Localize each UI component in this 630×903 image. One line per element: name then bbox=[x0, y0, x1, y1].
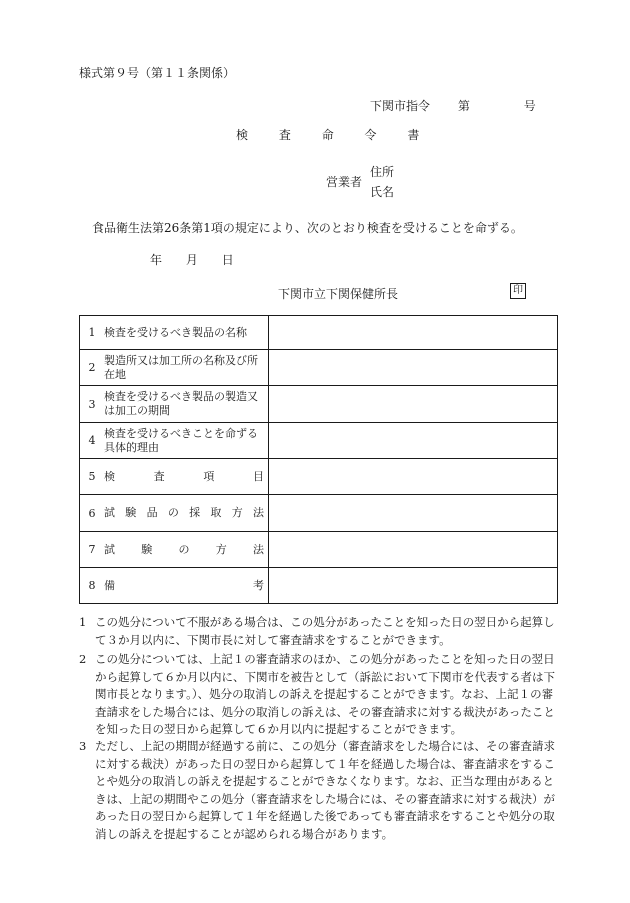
note-item bbox=[79, 614, 559, 649]
row-value-cell[interactable] bbox=[269, 495, 558, 532]
row-number: 6 bbox=[80, 495, 105, 532]
note-item bbox=[79, 738, 559, 843]
row-number: 5 bbox=[80, 459, 105, 495]
row-label bbox=[104, 568, 269, 604]
title-char: 令 bbox=[364, 128, 377, 142]
label-char: 法 bbox=[252, 506, 264, 519]
name-label: 氏名 bbox=[370, 185, 395, 199]
row-number: 8 bbox=[80, 568, 105, 604]
row-label: 製造所又は加工所の名称及び所在地 bbox=[104, 350, 269, 386]
note-text: この処分については、上記１の審査請求のほか、この処分があったことを知った日の翌日から起算して６か月以内に、下関市を被告として（訴訟において下関市を代表する者は下関市長となります。）、処分の取消しの訴えを提起することができます。なお、上記１の審査請求をした場合には、処分の取消しの訴えは、その審査請求に対する裁決があったことを知った日の翌日から起算して６か月以内に提起することができます。 bbox=[95, 652, 555, 736]
number-suffix: 号 bbox=[523, 99, 536, 113]
note-text: この処分について不服がある場合は、この処分があったことを知った日の翌日から起算して３か月以内に、下関市長に対して審査請求をすることができます。 bbox=[95, 615, 555, 647]
row-value-cell[interactable] bbox=[269, 386, 558, 423]
table-row bbox=[80, 386, 558, 423]
date-line bbox=[150, 251, 254, 268]
document-title bbox=[236, 126, 419, 143]
row-value-cell[interactable] bbox=[269, 316, 558, 350]
row-value-cell[interactable] bbox=[269, 350, 558, 386]
issuer-name: 下関市立下関保健所長 bbox=[278, 287, 399, 301]
row-number: 2 bbox=[80, 350, 105, 386]
document-number bbox=[370, 97, 536, 114]
row-label: 検査を受けるべき製品の名称 bbox=[104, 316, 269, 350]
date-month: 月 bbox=[185, 253, 198, 267]
row-value-cell[interactable] bbox=[269, 459, 558, 495]
table-row bbox=[80, 459, 558, 495]
table-row bbox=[80, 495, 558, 532]
row-number: 3 bbox=[80, 386, 105, 423]
row-label: 検査を受けるべきことを命ずる具体的理由 bbox=[104, 423, 269, 459]
inspection-table bbox=[79, 315, 558, 604]
date-year: 年 bbox=[150, 253, 163, 267]
note-number: 3 bbox=[79, 739, 87, 753]
label-char: 備 bbox=[104, 578, 115, 592]
form-number: 様式第９号（第１１条関係） bbox=[79, 66, 236, 80]
label-char: 検 bbox=[104, 469, 115, 483]
seal-mark: 印 bbox=[510, 283, 526, 299]
note-number: 2 bbox=[79, 652, 87, 666]
table-row bbox=[80, 568, 558, 604]
label-char: 試 bbox=[104, 542, 115, 556]
label-char: 法 bbox=[253, 542, 264, 556]
label-char: 目 bbox=[252, 469, 264, 483]
note-item bbox=[79, 651, 559, 739]
label-char: 方 bbox=[231, 506, 243, 519]
row-number: 7 bbox=[80, 532, 105, 568]
row-label bbox=[104, 495, 269, 532]
row-number: 1 bbox=[80, 316, 105, 350]
row-number: 4 bbox=[80, 423, 105, 459]
row-value-cell[interactable] bbox=[269, 423, 558, 459]
title-char: 命 bbox=[321, 128, 334, 142]
table-row bbox=[80, 532, 558, 568]
title-char: 書 bbox=[407, 128, 420, 142]
title-char: 検 bbox=[236, 128, 249, 142]
date-day: 日 bbox=[221, 253, 234, 267]
note-number: 1 bbox=[79, 615, 87, 629]
title-char: 査 bbox=[278, 128, 291, 142]
label-char: の bbox=[178, 542, 190, 556]
label-char: 取 bbox=[210, 506, 222, 519]
order-statement: 食品衛生法第26条第1項の規定により、次のとおり検査を受けることを命ずる。 bbox=[92, 221, 523, 235]
label-char: の bbox=[167, 506, 179, 519]
row-value-cell[interactable] bbox=[269, 532, 558, 568]
label-char: 験 bbox=[125, 506, 137, 519]
operator-label: 営業者 bbox=[326, 175, 363, 189]
address-label: 住所 bbox=[370, 165, 395, 179]
number-prefix: 第 bbox=[457, 99, 470, 113]
label-char: 試 bbox=[104, 506, 115, 519]
table-row bbox=[80, 423, 558, 459]
table-row bbox=[80, 316, 558, 350]
note-text: ただし、上記の期間が経過する前に、この処分（審査請求をした場合には、その審査請求に対する裁決）があった日の翌日から起算して１年を経過した場合は、審査請求をすることや処分の取消しの訴えを提起することができなくなります。なお、正当な理由があるときは、上記の期間やこの処分（審査請求をした場合には、その審査請求に対する裁決）があった日の翌日から起算して１年を経過した後であっても審査請求をすることや処分の取消しの訴えを提起することが認められる場合があります。 bbox=[95, 739, 555, 841]
row-label bbox=[104, 532, 269, 568]
label-char: 方 bbox=[215, 542, 227, 556]
label-char: 採 bbox=[189, 506, 201, 519]
table-row bbox=[80, 350, 558, 386]
row-label: 検査を受けるべき製品の製造又は加工の期間 bbox=[104, 386, 269, 423]
city-directive-label: 下関市指令 bbox=[370, 99, 431, 113]
row-label bbox=[104, 459, 269, 495]
label-char: 品 bbox=[146, 506, 158, 519]
row-value-cell[interactable] bbox=[269, 568, 558, 604]
label-char: 験 bbox=[141, 542, 153, 556]
label-char: 査 bbox=[153, 469, 165, 483]
label-char: 項 bbox=[203, 469, 215, 483]
label-char: 考 bbox=[253, 578, 264, 592]
